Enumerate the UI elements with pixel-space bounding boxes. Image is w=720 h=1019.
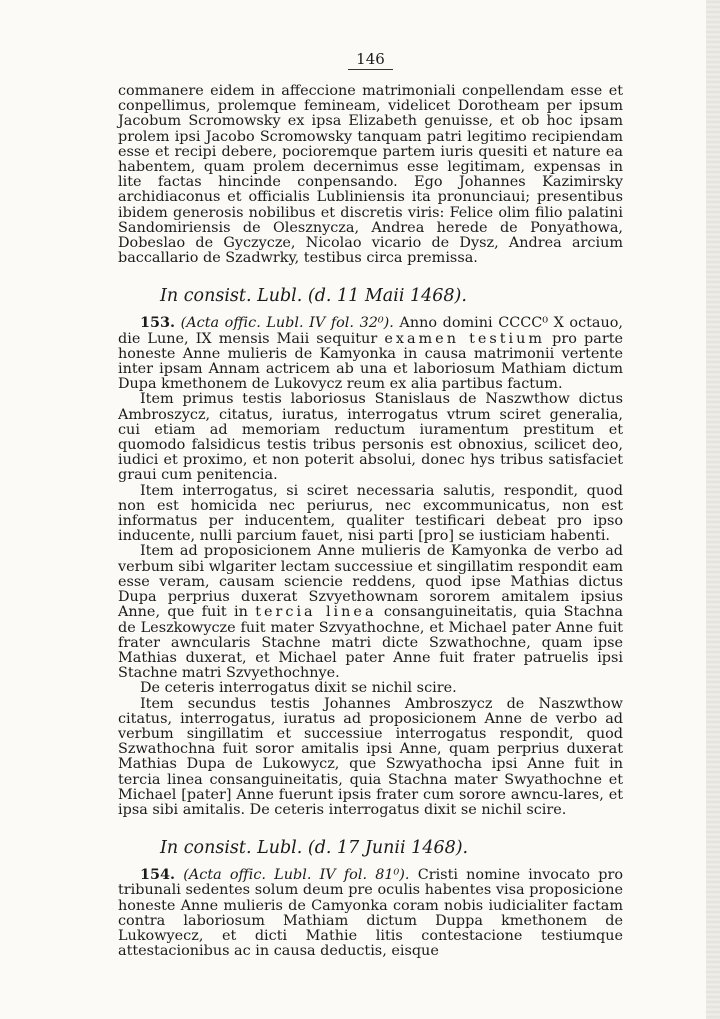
paragraph-text: consanguineitatis, quia Stachna de Leszkowycze fuit mater Szvyathochne, et Michael pater Anne fuit frater awncularis Stachne matri dicte Szwathochne, quam ipse Mathias duxerat, et Michael pater Anne fuit frater patruelis ipsi Stachne matri Szvyethochnye. xyxy=(118,604,623,682)
paragraph-continuation: commanere eidem in affeccione matrimoniali conpellendam esse et conpellimus, prolemque femineam, videlicet Dorotheam per ipsum Jacobum Scromowsky ex ipsa Elizabeth genuisse, et ob hoc ipsam prolem ipsi Jacobo Scromowsky tanquam patri legitimo recipiendam esse et recipi debere, pocioremque partem iuris quesiti et nature ea habentem, quam prolem decernimus esse legitimam, expensas in lite factas hincinde conpensando. Ego Johannes Kazimirsky archidiaconus et officialis Lubliniensis ita pronunciaui; presentibus ibidem generosis nobilibus et discretis viris: Felice olim filio palatini Sandomiriensis de Olesznycza, Andrea herede de Ponyathowa, Dobeslao de Gyczycze, Nicolao vicario de Dysz, Andrea arcium baccallario de Szadwrky, testibus circa premissa. xyxy=(118,83,623,267)
entry-number: 153. xyxy=(140,314,176,332)
document-page xyxy=(118,50,623,959)
entry-154-intro xyxy=(118,867,623,959)
spaced-text: tercia linea xyxy=(255,604,377,621)
page-number-text: 146 xyxy=(348,50,393,70)
entry-number: 154. xyxy=(140,866,176,884)
entry-spaced-text: examen testium xyxy=(384,330,546,347)
paragraph-de-ceteris: De ceteris interrogatus dixit se nichil scire. xyxy=(140,680,457,697)
entry-source: (Acta offic. Lubl. IV fol. 81⁰). xyxy=(183,867,410,884)
entry-text: pro parte honeste Anne mulieris de Kamyonka in causa matrimonii vertente inter ipsam Annam actricem ab una et laboriosum Mathiam dictum Dupa kmethonem de Lukovycz reum ex alia partibus factum. xyxy=(118,330,623,393)
entry-text: Anno domini CCCC⁰ X octauo, die Lune, IX mensis Maii sequitur xyxy=(118,315,624,347)
page-number xyxy=(118,50,623,70)
entry-153-intro xyxy=(118,315,623,392)
section-heading-1: In consist. Lubl. (d. 11 Maii 1468). xyxy=(160,286,467,307)
paragraph-proposicionem xyxy=(118,544,623,681)
paragraph-testis-primus: Item primus testis laboriosus Stanislaus de Naszwthow dictus Ambroszycz, citatus, iuratus, interrogatus vtrum sciret generalia, cui etiam ad memoriam reductum iuramentum prestitum et quomodo falsidicus testis tribus personis est obnoxius, scilicet deo, iudici et proximo, et non poterit absolui, donec hys tribus satisfaciet graui cum penitencia. xyxy=(118,391,623,484)
paragraph-interrogatus: Item interrogatus, si sciret necessaria salutis, respondit, quod non est homicida nec periurus, nec excommunicatus, non est informatus per inducentem, qualiter testificari debeat pro ipso inducente, nulli parcium fauet, nisi parti [pro] se iusticiam habenti. xyxy=(118,482,623,545)
entry-text: Cristi nomine invocato pro tribunali sedentes solum deum pre oculis habentes visa proposicione honeste Anne mulieris de Camyonka coram nobis iudicialiter factam contra laboriosum Mathiam dictum Duppa kmethonem de Lukowyecz, et dicti Mathie litis contestacione testiumque attestacionibus ac in causa deductis, eisque xyxy=(118,867,624,960)
page-edge xyxy=(706,0,720,1019)
section-heading-2: In consist. Lubl. (d. 17 Junii 1468). xyxy=(160,838,469,859)
entry-source: (Acta offic. Lubl. IV fol. 32⁰). xyxy=(180,315,394,332)
paragraph-text: Item ad proposicionem Anne mulieris de Kamyonka de verbo ad verbum sibi wlgariter lectam successiue et singillatim respondit eam esse veram, causam sciencie reddens, quod ipse Mathias dictus Dupa perprius duxerat Szvyethownam sororem amitalem ipsius Anne, que fuit in xyxy=(118,543,623,621)
paragraph-testis-secundus: Item secundus testis Johannes Ambroszycz de Naszwthow citatus, interrogatus, iuratus ad proposicionem Anne de verbo ad verbum singillatim et successiue interrogatus respondit, quod Szwathochna fuit soror amitalis ipsi Anne, quam perprius duxerat Mathias Dupa de Lukowycz, que Szwyathocha ipsi Anne fuit in tercia linea consanguineitatis, quia Stachna mater Swyathochne et Michael [pater] Anne fuerunt ipsis frater cum sorore awncu-lares, et ipsa sibi amitalis. De ceteris interrogatus dixit se nichil scire. xyxy=(118,695,623,818)
